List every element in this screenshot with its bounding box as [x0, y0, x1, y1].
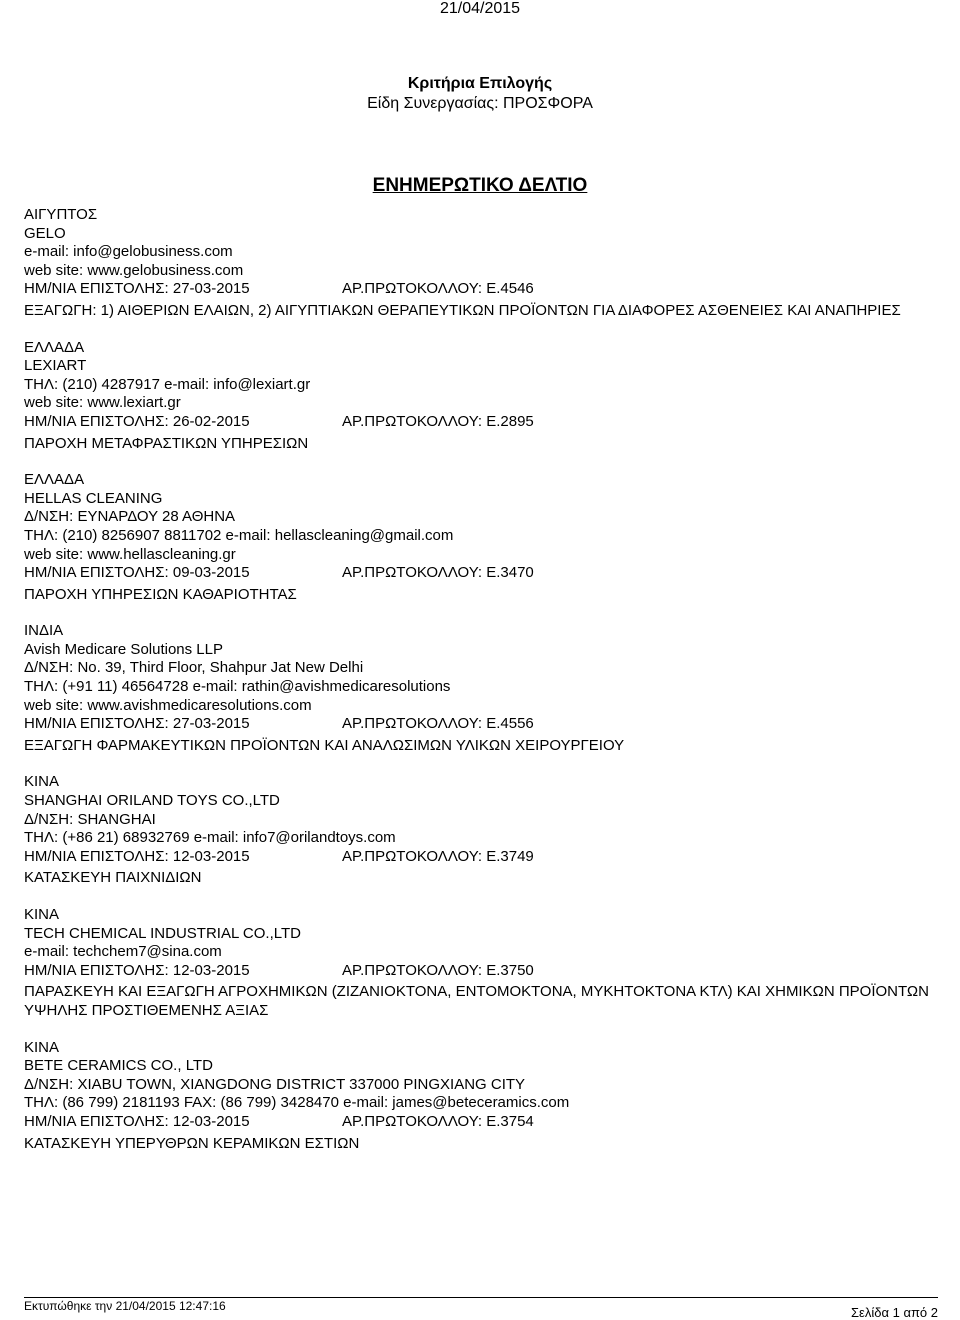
entry-activity: ΕΞΑΓΩΓΗ: 1) ΑΙΘΕΡΙΩΝ ΕΛΑΙΩΝ, 2) ΑΙΓΥΠΤΙΑΚΩΝ ΘΕΡΑΠΕΥΤΙΚΩΝ ΠΡΟΪΟΝΤΩΝ ΓΙΑ ΔΙΑΦΟΡΕΣ ΑΣΘΕΝΕΙΕΣ ΚΑΙ ΑΝΑΠΗΡΙΕΣ — [24, 301, 901, 319]
entry-contact-line: web site: www.hellascleaning.gr — [24, 545, 236, 563]
entry-contact-line: e-mail: info@gelobusiness.com — [24, 243, 233, 261]
entry-activity: ΚΑΤΑΣΚΕΥΗ ΥΠΕΡΥΘΡΩΝ ΚΕΡΑΜΙΚΩΝ ΕΣΤΙΩΝ — [24, 1134, 360, 1152]
entry-activity: ΠΑΡΑΣΚΕΥΗ ΚΑΙ ΕΞΑΓΩΓΗ ΑΓΡΟΧΗΜΙΚΩΝ (ΖΙΖΑΝΙΟΚΤΟΝΑ, ΕΝΤΟΜΟΚΤΟΝΑ, ΜΥΚΗΤΟΚΤΟΝΑ ΚΤΛ) ΚΑΙ ΧΗΜΙΚΩΝ ΠΡΟΪΟΝΤΩΝ ΥΨΗΛΗΣ ΠΡΟΣΤΙΘΕΜΕΝΗΣ ΑΞΙΑΣ — [24, 983, 929, 1019]
entry-protocol-number: ΑΡ.ΠΡΩΤΟΚΟΛΛΟΥ: Ε.2895 — [342, 412, 534, 430]
entry-date-protocol-row — [24, 280, 960, 299]
entry-contact-line: ΤΗΛ: (86 799) 2181193 FAX: (86 799) 3428470 e-mail: james@beteceramics.com — [24, 1094, 570, 1112]
entry-country: ΙΝΔΙΑ — [24, 622, 64, 640]
entry-contact-line: ΤΗΛ: (+91 11) 46564728 e-mail: rathin@avishmedicaresolutions — [24, 678, 451, 696]
entry-country: ΚΙΝΑ — [24, 1038, 60, 1056]
entry — [24, 622, 960, 755]
entry-letter-date: ΗΜ/ΝΙΑ ΕΠΙΣΤΟΛΗΣ: 12-03-2015 — [24, 847, 250, 865]
entry-country: ΑΙΓΥΠΤΟΣ — [24, 206, 98, 223]
criteria-title: Κριτήρια Επιλογής — [407, 75, 553, 92]
selection-criteria — [0, 74, 960, 114]
entry-contact-line: Δ/ΝΣΗ: XIABU TOWN, XIANGDONG DISTRICT 337000 PINGXIANG CITY — [24, 1075, 526, 1093]
entry-country: ΕΛΛΑΔΑ — [24, 338, 85, 356]
entry-company: HELLAS CLEANING — [24, 489, 163, 507]
entry-protocol-number: ΑΡ.ΠΡΩΤΟΚΟΛΛΟΥ: Ε.3750 — [342, 961, 534, 979]
entry-contact-line: ΤΗΛ: (+86 21) 68932769 e-mail: info7@orilandtoys.com — [24, 829, 396, 847]
entry-contact-line: e-mail: techchem7@sina.com — [24, 943, 222, 961]
entry-country: ΚΙΝΑ — [24, 906, 60, 923]
entry-country: ΚΙΝΑ — [24, 773, 60, 791]
entry — [24, 773, 960, 888]
entry-letter-date: ΗΜ/ΝΙΑ ΕΠΙΣΤΟΛΗΣ: 12-03-2015 — [24, 961, 250, 979]
page-number: Σελίδα 1 από 2 — [851, 1305, 938, 1320]
entry-protocol-number: ΑΡ.ΠΡΩΤΟΚΟΛΛΟΥ: Ε.3749 — [342, 847, 534, 865]
entry-protocol-number: ΑΡ.ΠΡΩΤΟΚΟΛΛΟΥ: Ε.3470 — [342, 564, 534, 582]
printed-timestamp: Εκτυπώθηκε την 21/04/2015 12:47:16 — [24, 1299, 226, 1313]
entry-protocol-number: ΑΡ.ΠΡΩΤΟΚΟΛΛΟΥ: Ε.4556 — [342, 715, 534, 733]
entry-date-protocol-row — [24, 848, 960, 867]
entry-date-protocol-row — [24, 962, 960, 981]
entry-contact-line: web site: www.avishmedicaresolutions.com — [24, 696, 312, 714]
entry-letter-date: ΗΜ/ΝΙΑ ΕΠΙΣΤΟΛΗΣ: 12-03-2015 — [24, 1112, 250, 1130]
entry-contact-line: Δ/ΝΣΗ: No. 39, Third Floor, Shahpur Jat New Delhi — [24, 659, 364, 677]
entry-company: SHANGHAI ORILAND TOYS CO.,LTD — [24, 792, 280, 810]
entry — [24, 906, 960, 1021]
entry-contact-line: ΤΗΛ: (210) 8256907 8811702 e-mail: hellascleaning@gmail.com — [24, 526, 454, 544]
entry-country: ΕΛΛΑΔΑ — [24, 471, 85, 489]
entry — [24, 471, 960, 604]
entry-letter-date: ΗΜ/ΝΙΑ ΕΠΙΣΤΟΛΗΣ: 27-03-2015 — [24, 715, 250, 733]
entry-protocol-number: ΑΡ.ΠΡΩΤΟΚΟΛΛΟΥ: Ε.3754 — [342, 1112, 534, 1130]
entry — [24, 206, 960, 321]
entry — [24, 1039, 960, 1154]
entry-company: BETE CERAMICS CO., LTD — [24, 1057, 213, 1075]
entry-activity: ΕΞΑΓΩΓΗ ΦΑΡΜΑΚΕΥΤΙΚΩΝ ΠΡΟΪΟΝΤΩΝ ΚΑΙ ΑΝΑΛΩΣΙΜΩΝ ΥΛΙΚΩΝ ΧΕΙΡΟΥΡΓΕΙΟΥ — [24, 736, 625, 754]
entry-company: LEXIART — [24, 357, 87, 375]
entry-date-protocol-row — [24, 715, 960, 734]
entry-protocol-number: ΑΡ.ΠΡΩΤΟΚΟΛΛΟΥ: Ε.4546 — [342, 280, 534, 298]
entry-contact-line: web site: www.lexiart.gr — [24, 394, 181, 412]
entry-letter-date: ΗΜ/ΝΙΑ ΕΠΙΣΤΟΛΗΣ: 26-02-2015 — [24, 412, 250, 430]
entry-company: Avish Medicare Solutions LLP — [24, 640, 223, 658]
entry-date-protocol-row — [24, 1113, 960, 1132]
entry-contact-line: web site: www.gelobusiness.com — [24, 261, 244, 279]
entry-contact-line: ΤΗΛ: (210) 4287917 e-mail: info@lexiart.gr — [24, 375, 311, 393]
entry-date-protocol-row — [24, 413, 960, 432]
entry-activity: ΠΑΡΟΧΗ ΜΕΤΑΦΡΑΣΤΙΚΩΝ ΥΠΗΡΕΣΙΩΝ — [24, 434, 309, 452]
bulletin-title: ΕΝΗΜΕΡΩΤΙΚΟ ΔΕΛΤΙΟ — [372, 175, 588, 196]
entry-activity: ΚΑΤΑΣΚΕΥΗ ΠΑΙΧΝΙΔΙΩΝ — [24, 869, 202, 887]
entries-list — [24, 206, 960, 1171]
criteria-line: Είδη Συνεργασίας: ΠΡΟΣΦΟΡΑ — [367, 95, 593, 112]
entry-contact-line: Δ/ΝΣΗ: ΕΥΝΑΡΔΟΥ 28 ΑΘΗΝΑ — [24, 508, 236, 526]
entry-activity: ΠΑΡΟΧΗ ΥΠΗΡΕΣΙΩΝ ΚΑΘΑΡΙΟΤΗΤΑΣ — [24, 585, 297, 603]
print-date: 21/04/2015 — [439, 0, 521, 17]
entry-letter-date: ΗΜ/ΝΙΑ ΕΠΙΣΤΟΛΗΣ: 09-03-2015 — [24, 564, 250, 582]
entry-letter-date: ΗΜ/ΝΙΑ ΕΠΙΣΤΟΛΗΣ: 27-03-2015 — [24, 280, 250, 298]
entry-company: TECH CHEMICAL INDUSTRIAL CO.,LTD — [24, 924, 301, 942]
entry-contact-line: Δ/ΝΣΗ: SHANGHAI — [24, 810, 156, 828]
entry-date-protocol-row — [24, 564, 960, 583]
entry-company: GELO — [24, 224, 66, 242]
page-footer — [24, 1297, 938, 1320]
entry — [24, 339, 960, 454]
